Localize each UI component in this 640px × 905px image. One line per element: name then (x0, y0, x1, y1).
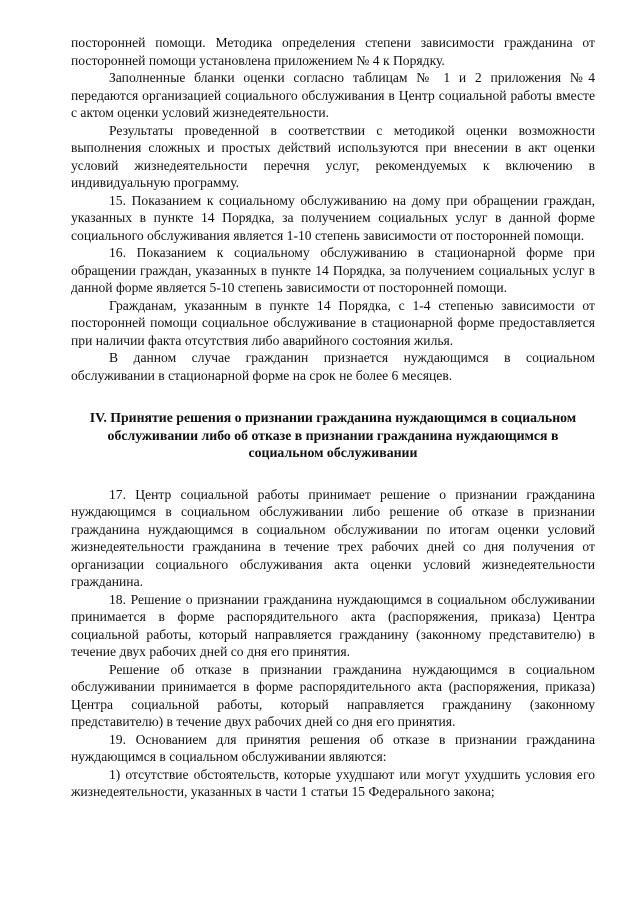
section-heading: IV. Принятие решения о признании гражданина нуждающимся в социальном обслуживании либо об отказе в признании гражданина нуждающимся в социальном обслуживании (89, 410, 577, 460)
paragraph-p6: В данном случае гражданин признается нуждающимся в социальном обслуживании в стационарной форме на срок не более 6 месяцев. (71, 350, 595, 383)
paragraph-p0: посторонней помощи. Методика определения степени зависимости гражданина от посторонней помощи установлена приложением № 4 к Порядку. (71, 35, 595, 68)
paragraph-p4: 16. Показанием к социальному обслуживанию в стационарной форме при обращении граждан, указанных в пункте 14 Порядка, за получением социальных услуг в данной форме является 5-10 степень зависимости от посторонней помощи. (71, 245, 595, 295)
paragraph-p10: 19. Основанием для принятия решения об отказе в признании гражданина нуждающимся в социальном обслуживании являются: (71, 731, 595, 764)
paragraph-p7: 17. Центр социальной работы принимает решение о признании гражданина нуждающимся в социальном обслуживании либо решение об отказе в признании гражданина нуждающимся в социальном обслуживании по итогам оценки условий жизнедеятельности гражданина в течение трех рабочих дней со дня получения от организации социального обслуживания акта оценки условий жизнедеятельности гражданина. (71, 486, 595, 589)
paragraph-p3: 15. Показанием к социальному обслуживанию на дому при обращении граждан, указанных в пункте 14 Порядка, за получением социальных услуг в данной форме социального обслуживания является 1-10 степень зависимости от посторонней помощи. (71, 192, 595, 243)
paragraph-p9: Решение об отказе в признании гражданина нуждающимся в социальном обслуживании принимается в форме распорядительного акта (распоряжения, приказа) Центра социальной работы, который направляется гражданину (законному представителю) в течение двух рабочих дней со дня его принятия. (71, 661, 595, 729)
paragraph-p5: Гражданам, указанным в пункте 14 Порядка, с 1-4 степенью зависимости от посторонней помощи социальное обслуживание в стационарной форме предоставляется при наличии факта отсутствия либо аварийного состояния жилья. (71, 297, 595, 348)
paragraph-p2: Результаты проведенной в соответствии с методикой оценки возможности выполнения сложных и простых действий используются при внесении в акт оценки условий жизнедеятельности перечня услуг, рекомендуемых к включению в индивидуальную программу. (71, 122, 595, 190)
paragraph-p1: Заполненные бланки оценки согласно таблицам № 1 и 2 приложения №4 передаются организацией социального обслуживания в Центр социальной работы вместе с актом оценки условий жизнедеятельности. (71, 70, 595, 120)
document-page (71, 34, 595, 801)
paragraph-p11: 1) отсутствие обстоятельств, которые ухудшают или могут ухудшить условия его жизнедеятельности, указанных в части 1 статьи 15 Федерального закона; (71, 766, 595, 799)
paragraph-p8: 18. Решение о признании гражданина нуждающимся в социальном обслуживании принимается в форме распорядительного акта (распоряжения, приказа) Центра социальной работы, который направляется гражданину (законному представителю) в течение двух рабочих дней со дня его принятия. (71, 591, 595, 659)
